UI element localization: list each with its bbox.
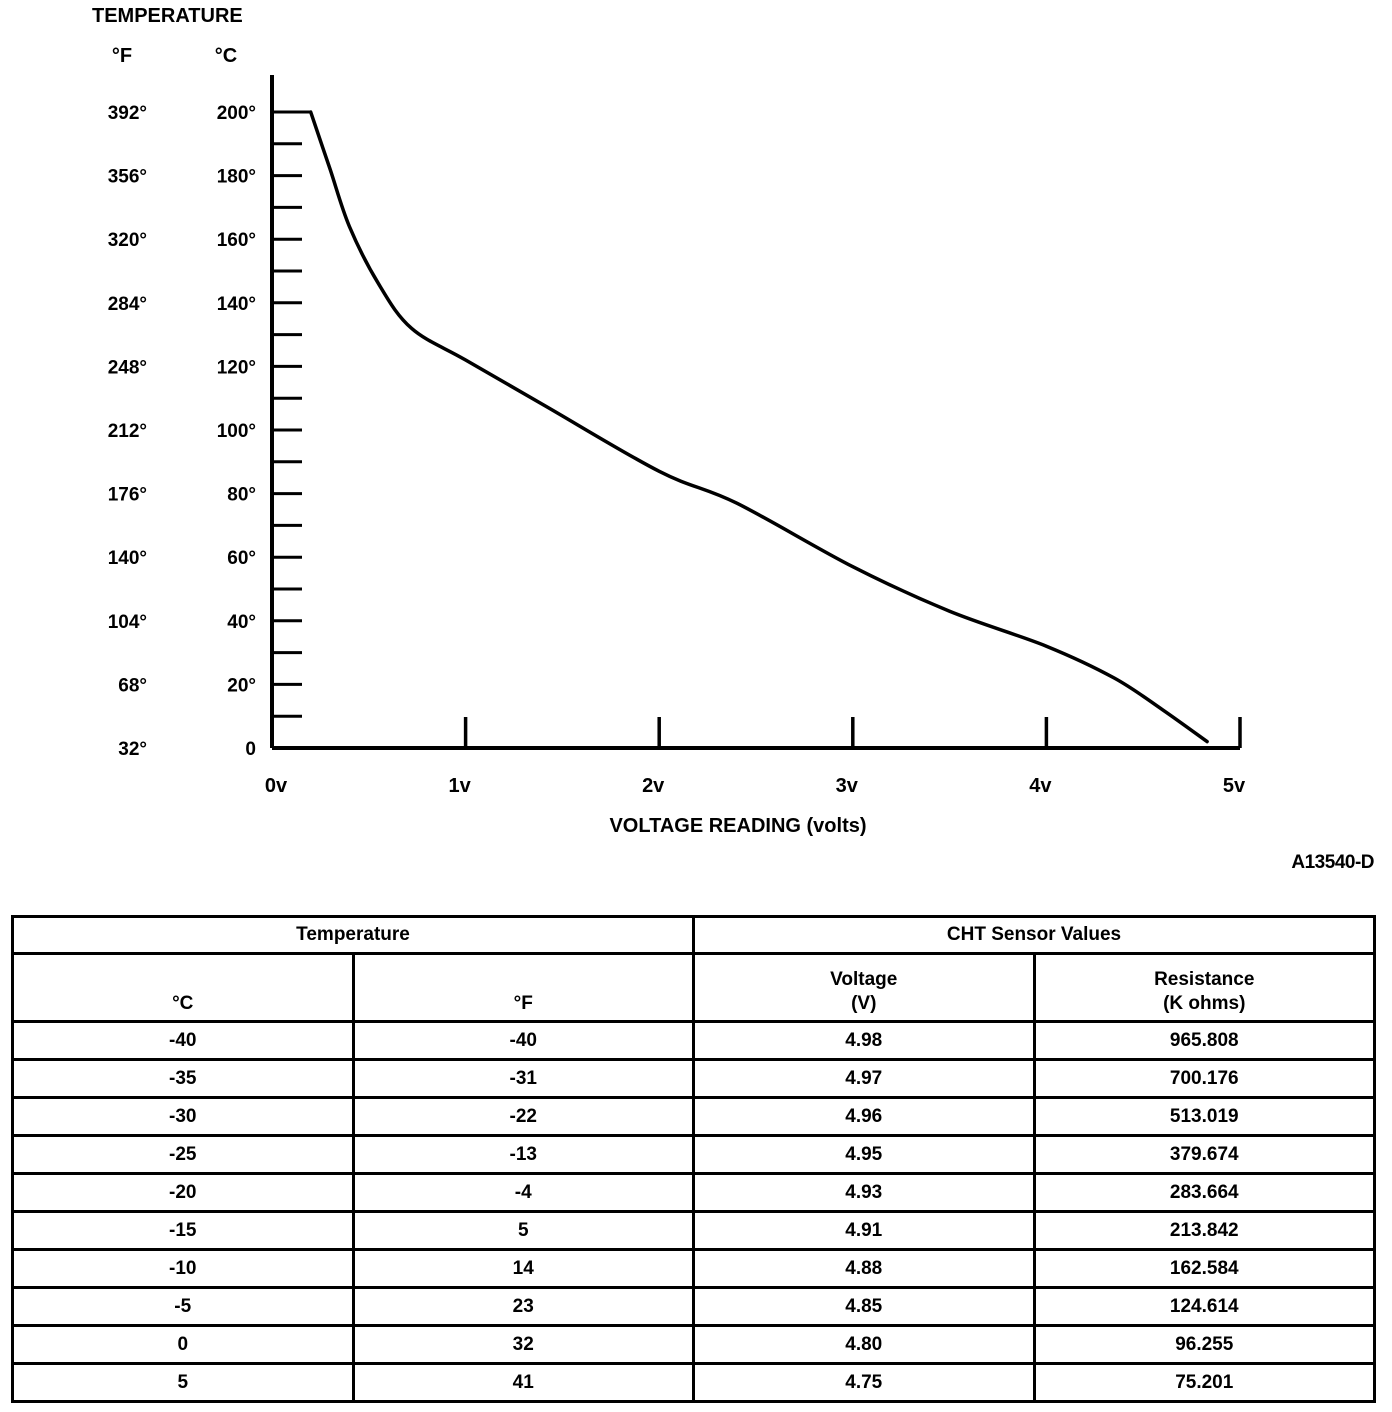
cell-resistance: 75.201 bbox=[1034, 1364, 1375, 1402]
table-row bbox=[13, 1250, 1375, 1288]
y-tick-label-c: 160° bbox=[216, 230, 256, 252]
figure-id: A13540-D bbox=[1291, 852, 1374, 873]
cell-voltage: 4.80 bbox=[694, 1326, 1035, 1364]
cell-resistance: 283.664 bbox=[1034, 1174, 1375, 1212]
header-cht-sensor-values: CHT Sensor Values bbox=[694, 917, 1375, 954]
y-tick-label-c: 80° bbox=[227, 484, 256, 506]
y-tick-label-f: 32° bbox=[118, 739, 147, 760]
cell-celsius: 0 bbox=[13, 1326, 354, 1364]
cell-fahrenheit: 14 bbox=[353, 1250, 694, 1288]
table-row bbox=[13, 1288, 1375, 1326]
header-resistance-label: Resistance bbox=[1154, 969, 1255, 990]
cell-voltage: 4.97 bbox=[694, 1060, 1035, 1098]
table-row bbox=[13, 1098, 1375, 1136]
cell-fahrenheit: 5 bbox=[353, 1212, 694, 1250]
y-tick-label-f: 176° bbox=[107, 484, 147, 506]
table-row bbox=[13, 1212, 1375, 1250]
table-row bbox=[13, 1326, 1375, 1364]
y-tick-label-c: 20° bbox=[227, 675, 256, 697]
header-celsius bbox=[13, 954, 354, 1022]
temperature-curve bbox=[311, 112, 1207, 742]
cell-voltage: 4.91 bbox=[694, 1212, 1035, 1250]
y-axis bbox=[108, 75, 311, 760]
cell-celsius: -5 bbox=[13, 1288, 354, 1326]
cell-voltage: 4.96 bbox=[694, 1098, 1035, 1136]
cell-celsius: -30 bbox=[13, 1098, 354, 1136]
cell-celsius: -20 bbox=[13, 1174, 354, 1212]
cell-resistance: 162.584 bbox=[1034, 1250, 1375, 1288]
table-row bbox=[13, 1022, 1375, 1060]
x-tick-label: 0v bbox=[264, 775, 288, 797]
cell-resistance: 124.614 bbox=[1034, 1288, 1375, 1326]
cell-resistance: 96.255 bbox=[1034, 1326, 1375, 1364]
y-tick-label-c: 40° bbox=[227, 611, 256, 633]
cell-celsius: -10 bbox=[13, 1250, 354, 1288]
cell-voltage: 4.98 bbox=[694, 1022, 1035, 1060]
table-row bbox=[13, 1364, 1375, 1402]
header-resistance-unit: (K ohms) bbox=[1163, 993, 1246, 1014]
y-tick-label-c: 0 bbox=[245, 739, 256, 760]
cell-celsius: -15 bbox=[13, 1212, 354, 1250]
table-sub-header-row bbox=[13, 954, 1375, 1022]
y-unit-celsius: °C bbox=[214, 45, 238, 67]
x-axis-title: VOLTAGE READING (volts) bbox=[609, 815, 867, 837]
x-tick-label: 4v bbox=[1029, 775, 1052, 797]
y-tick-label-c: 100° bbox=[216, 421, 256, 442]
y-tick-label-f: 356° bbox=[107, 166, 147, 188]
y-tick-label-c: 120° bbox=[216, 357, 256, 379]
cell-voltage: 4.75 bbox=[694, 1364, 1035, 1402]
table-row bbox=[13, 1136, 1375, 1174]
cell-celsius: -35 bbox=[13, 1060, 354, 1098]
header-temperature: Temperature bbox=[13, 917, 694, 954]
header-fahrenheit bbox=[353, 954, 694, 1022]
y-tick-label-f: 104° bbox=[107, 611, 147, 633]
table-group-header-row bbox=[13, 917, 1375, 954]
y-tick-label-c: 200° bbox=[216, 103, 256, 124]
cell-fahrenheit: -22 bbox=[353, 1098, 694, 1136]
table-row bbox=[13, 1060, 1375, 1098]
header-voltage-unit: (V) bbox=[851, 993, 877, 1014]
y-unit-fahrenheit: °F bbox=[111, 45, 133, 67]
table-row bbox=[13, 1174, 1375, 1212]
cht-sensor-table bbox=[11, 915, 1376, 1403]
cell-fahrenheit: -13 bbox=[353, 1136, 694, 1174]
cell-resistance: 379.674 bbox=[1034, 1136, 1375, 1174]
x-axis bbox=[265, 717, 1246, 797]
cell-resistance: 965.808 bbox=[1034, 1022, 1375, 1060]
header-voltage-label: Voltage bbox=[830, 969, 898, 990]
y-tick-label-f: 320° bbox=[107, 230, 147, 252]
cell-fahrenheit: 23 bbox=[353, 1288, 694, 1326]
cell-celsius: -25 bbox=[13, 1136, 354, 1174]
y-tick-label-f: 248° bbox=[107, 357, 147, 379]
y-tick-label-f: 212° bbox=[107, 421, 147, 442]
x-tick-label: 5v bbox=[1222, 775, 1246, 797]
cell-resistance: 513.019 bbox=[1034, 1098, 1375, 1136]
cell-voltage: 4.85 bbox=[694, 1288, 1035, 1326]
cell-fahrenheit: 41 bbox=[353, 1364, 694, 1402]
cell-voltage: 4.95 bbox=[694, 1136, 1035, 1174]
y-tick-label-f: 392° bbox=[107, 103, 147, 124]
cell-fahrenheit: -40 bbox=[353, 1022, 694, 1060]
header-resistance bbox=[1034, 954, 1375, 1022]
x-tick-label: 2v bbox=[642, 775, 665, 797]
cell-celsius: -40 bbox=[13, 1022, 354, 1060]
y-tick-label-f: 284° bbox=[107, 293, 147, 315]
cell-fahrenheit: 32 bbox=[353, 1326, 694, 1364]
y-tick-label-c: 180° bbox=[216, 166, 256, 188]
cell-celsius: 5 bbox=[13, 1364, 354, 1402]
y-tick-label-c: 60° bbox=[227, 548, 256, 570]
cell-resistance: 213.842 bbox=[1034, 1212, 1375, 1250]
cell-voltage: 4.93 bbox=[694, 1174, 1035, 1212]
cell-voltage: 4.88 bbox=[694, 1250, 1035, 1288]
y-tick-label-f: 68° bbox=[118, 675, 147, 697]
cell-fahrenheit: -4 bbox=[353, 1174, 694, 1212]
header-celsius-label: °C bbox=[172, 993, 194, 1014]
header-fahrenheit-label: °F bbox=[513, 993, 533, 1014]
cell-fahrenheit: -31 bbox=[353, 1060, 694, 1098]
header-voltage bbox=[694, 954, 1035, 1022]
y-axis-title: TEMPERATURE bbox=[92, 5, 243, 27]
x-tick-label: 3v bbox=[835, 775, 858, 797]
y-tick-label-c: 140° bbox=[216, 293, 256, 315]
cell-resistance: 700.176 bbox=[1034, 1060, 1375, 1098]
y-tick-label-f: 140° bbox=[107, 548, 147, 570]
x-tick-label: 1v bbox=[448, 775, 471, 797]
